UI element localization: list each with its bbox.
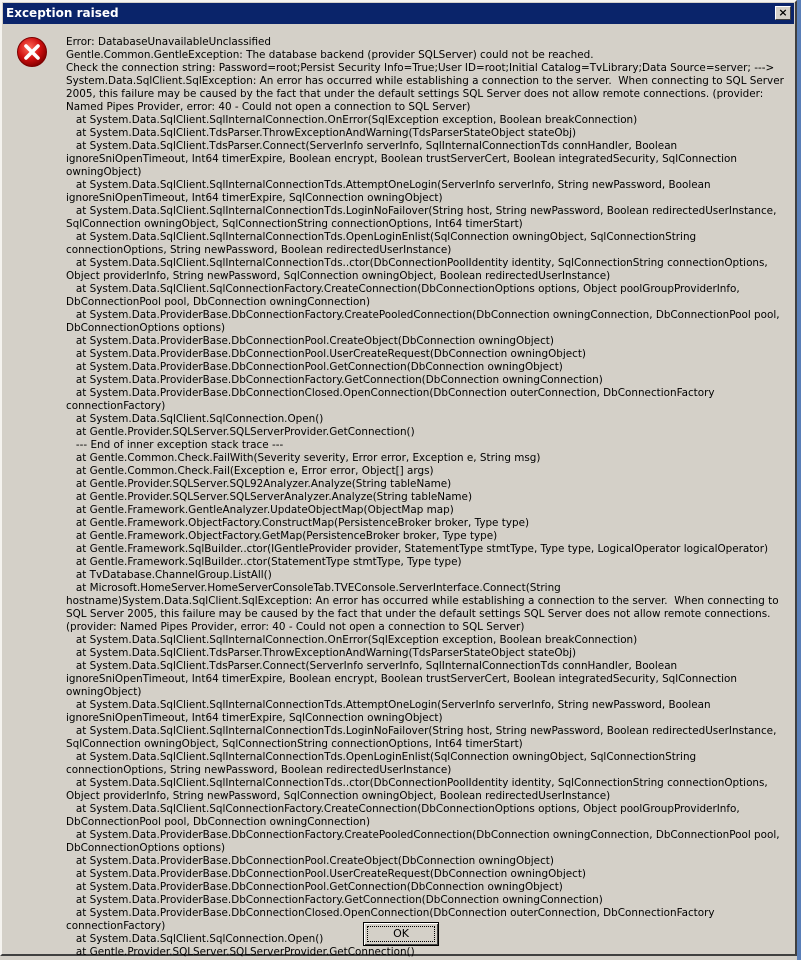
message-line: Error: DatabaseUnavailableUnclassified (66, 36, 272, 48)
close-button[interactable] (775, 6, 791, 20)
message-line: at Gentle.Common.Check.Fail(Exception e, Error error, Object[] args) (66, 465, 434, 477)
message-line: at System.Data.ProviderBase.DbConnectionFactory.CreatePooledConnection(DbConnection owningConnection, DbConnectionPool pool, DbConnectionOptions options) (66, 309, 783, 334)
window-title: Exception raised (6, 6, 119, 20)
message-line: at System.Data.SqlClient.SqlInternalConnectionTds.LoginNoFailover(String host, String newPassword, Boolean redirectedUserInstance, SqlConnection owningObject, SqlConnectionString connectionOptions, Int64 timerStart) (66, 725, 780, 750)
message-line: at Gentle.Framework.ObjectFactory.ConstructMap(PersistenceBroker broker, Type type) (66, 517, 530, 529)
message-line: at System.Data.SqlClient.SqlInternalConnectionTds.AttemptOneLogin(ServerInfo serverInfo, String newPassword, Boolean ignoreSniOpenTimeout, Int64 timerExpire, SqlConnection owningObject) (66, 699, 714, 724)
ok-button[interactable] (363, 922, 439, 946)
message-line: at System.Data.SqlClient.SqlInternalConnectionTds..ctor(DbConnectionPoolIdentity identity, SqlConnectionString connectionOptions, Object providerInfo, String newPassword, SqlConnection owningObject, Boolean redirectedUserInstance) (66, 257, 772, 282)
message-line: at System.Data.ProviderBase.DbConnectionClosed.OpenConnection(DbConnection outerConnection, DbConnectionFactory connectionFactory) (66, 387, 718, 412)
message-line: at System.Data.SqlClient.TdsParser.ThrowExceptionAndWarning(TdsParserStateObject stateObj) (66, 127, 577, 139)
message-line: at System.Data.ProviderBase.DbConnectionPool.GetConnection(DbConnection owningObject) (66, 881, 563, 893)
desktop-edge (797, 0, 801, 960)
message-line: at System.Data.ProviderBase.DbConnectionClosed.OpenConnection(DbConnection outerConnection, DbConnectionFactory connectionFactory) (66, 907, 718, 932)
message-line: at System.Data.SqlClient.SqlInternalConnectionTds..ctor(DbConnectionPoolIdentity identity, SqlConnectionString connectionOptions, Object providerInfo, String newPassword, SqlConnection owningObject, Boolean redirectedUserInstance) (66, 777, 772, 802)
error-icon (16, 36, 48, 68)
message-line: --- End of inner exception stack trace --- (66, 439, 284, 451)
message-line: at System.Data.SqlClient.SqlInternalConnectionTds.AttemptOneLogin(ServerInfo serverInfo, String newPassword, Boolean ignoreSniOpenTimeout, Int64 timerExpire, SqlConnection owningObject) (66, 179, 714, 204)
message-line: at Gentle.Framework.SqlBuilder..ctor(StatementType stmtType, Type type) (66, 556, 462, 568)
message-line: at System.Data.ProviderBase.DbConnectionFactory.GetConnection(DbConnection owningConnection) (66, 894, 603, 906)
message-line: at System.Data.SqlClient.TdsParser.ThrowExceptionAndWarning(TdsParserStateObject stateObj) (66, 647, 577, 659)
message-line: at System.Data.ProviderBase.DbConnectionPool.UserCreateRequest(DbConnection owningObject) (66, 868, 586, 880)
message-line: at Gentle.Framework.ObjectFactory.GetMap(PersistenceBroker broker, Type type) (66, 530, 498, 542)
message-line: at System.Data.SqlClient.SqlInternalConnectionTds.OpenLoginEnlist(SqlConnection owningObject, SqlConnectionString connectionOptions, String newPassword, Boolean redirectedUserInstance) (66, 751, 700, 776)
ok-label: OK (393, 927, 409, 940)
message-line: Gentle.Common.GentleException: The database backend (provider SQLServer) could not be reached. (66, 49, 594, 61)
message-line: at TvDatabase.ChannelGroup.ListAll() (66, 569, 272, 581)
message-line: at Gentle.Framework.GentleAnalyzer.UpdateObjectMap(ObjectMap map) (66, 504, 454, 516)
message-line: at Gentle.Framework.SqlBuilder..ctor(IGentleProvider provider, StatementType stmtType, Type type, LogicalOperator logicalOperator) (66, 543, 769, 555)
title-bar[interactable] (3, 3, 794, 24)
message-line: Check the connection string: Password=root;Persist Security Info=True;User ID=root;Initial Catalog=TvLibrary;Data Source=server; ---> (66, 62, 775, 74)
message-line: at System.Data.ProviderBase.DbConnectionPool.GetConnection(DbConnection owningObject) (66, 361, 563, 373)
message-line: at System.Data.SqlClient.SqlConnection.Open() (66, 933, 324, 945)
message-line: at System.Data.SqlClient.SqlInternalConnectionTds.OpenLoginEnlist(SqlConnection owningObject, SqlConnectionString connectionOptions, String newPassword, Boolean redirectedUserInstance) (66, 231, 700, 256)
message-line: at System.Data.ProviderBase.DbConnectionFactory.GetConnection(DbConnection owningConnection) (66, 374, 603, 386)
message-line: at Gentle.Provider.SQLServer.SQLServerProvider.GetConnection() (66, 426, 415, 438)
message-line: at System.Data.SqlClient.TdsParser.Connect(ServerInfo serverInfo, SqlInternalConnectionTds connHandler, Boolean ignoreSniOpenTimeout, Int64 timerExpire, Boolean encrypt, Boolean trustServerCert, Boolean integratedSecurity, SqlConnection owningObject) (66, 140, 741, 178)
message-line: at System.Data.SqlClient.SqlInternalConnection.OnError(SqlException exception, Boolean breakConnection) (66, 114, 638, 126)
message-line: at System.Data.SqlClient.SqlInternalConnectionTds.LoginNoFailover(String host, String newPassword, Boolean redirectedUserInstance, SqlConnection owningObject, SqlConnectionString connectionOptions, Int64 timerStart) (66, 205, 780, 230)
message-line: System.Data.SqlClient.SqlException: An error has occurred while establishing a connection to the server. When connecting to SQL Server 2005, this failure may be caused by the fact that under the default settings SQL Server does not allow remote connections. (provider: Named Pipes Provider, error: 40 - Could not open a connection to SQL Server) (66, 75, 788, 113)
message-line: at System.Data.SqlClient.TdsParser.Connect(ServerInfo serverInfo, SqlInternalConnectionTds connHandler, Boolean ignoreSniOpenTimeout, Int64 timerExpire, Boolean encrypt, Boolean trustServerCert, Boolean integratedSecurity, SqlConnection owningObject) (66, 660, 741, 698)
message-line: at Microsoft.HomeServer.HomeServerConsoleTab.TVEConsole.ServerInterface.Connect(String hostname)System.Data.SqlClient.SqlException: An error has occurred while establishing a connection to the server. When connecting to SQL Server 2005, this failure may be caused by the fact that under the default settings SQL Server does not allow remote connections. (provider: Named Pipes Provider, error: 40 - Could not open a connection to SQL Server) (66, 582, 782, 633)
message-line: at System.Data.SqlClient.SqlConnectionFactory.CreateConnection(DbConnectionOptions options, Object poolGroupProviderInfo, DbConnectionPool pool, DbConnection owningConnection) (66, 803, 743, 828)
error-message (66, 36, 786, 959)
message-line: at System.Data.SqlClient.SqlConnectionFactory.CreateConnection(DbConnectionOptions options, Object poolGroupProviderInfo, DbConnectionPool pool, DbConnection owningConnection) (66, 283, 743, 308)
message-line: at Gentle.Provider.SQLServer.SQL92Analyzer.Analyze(String tableName) (66, 478, 452, 490)
message-line: at Gentle.Provider.SQLServer.SQLServerProvider.GetConnection() (66, 946, 415, 958)
close-icon: × (778, 6, 788, 19)
message-line: at System.Data.ProviderBase.DbConnectionPool.CreateObject(DbConnection owningObject) (66, 855, 554, 867)
message-line: at Gentle.Provider.SQLServer.SQLServerAnalyzer.Analyze(String tableName) (66, 491, 473, 503)
message-line: at Gentle.Common.Check.FailWith(Severity severity, Error error, Exception e, String msg) (66, 452, 541, 464)
message-line: at System.Data.SqlClient.SqlConnection.Open() (66, 413, 324, 425)
message-line: at System.Data.ProviderBase.DbConnectionPool.UserCreateRequest(DbConnection owningObject) (66, 348, 586, 360)
message-line: at System.Data.ProviderBase.DbConnectionPool.CreateObject(DbConnection owningObject) (66, 335, 554, 347)
message-line: at System.Data.SqlClient.SqlInternalConnection.OnError(SqlException exception, Boolean breakConnection) (66, 634, 638, 646)
message-line: at System.Data.ProviderBase.DbConnectionFactory.CreatePooledConnection(DbConnection owningConnection, DbConnectionPool pool, DbConnectionOptions options) (66, 829, 783, 854)
